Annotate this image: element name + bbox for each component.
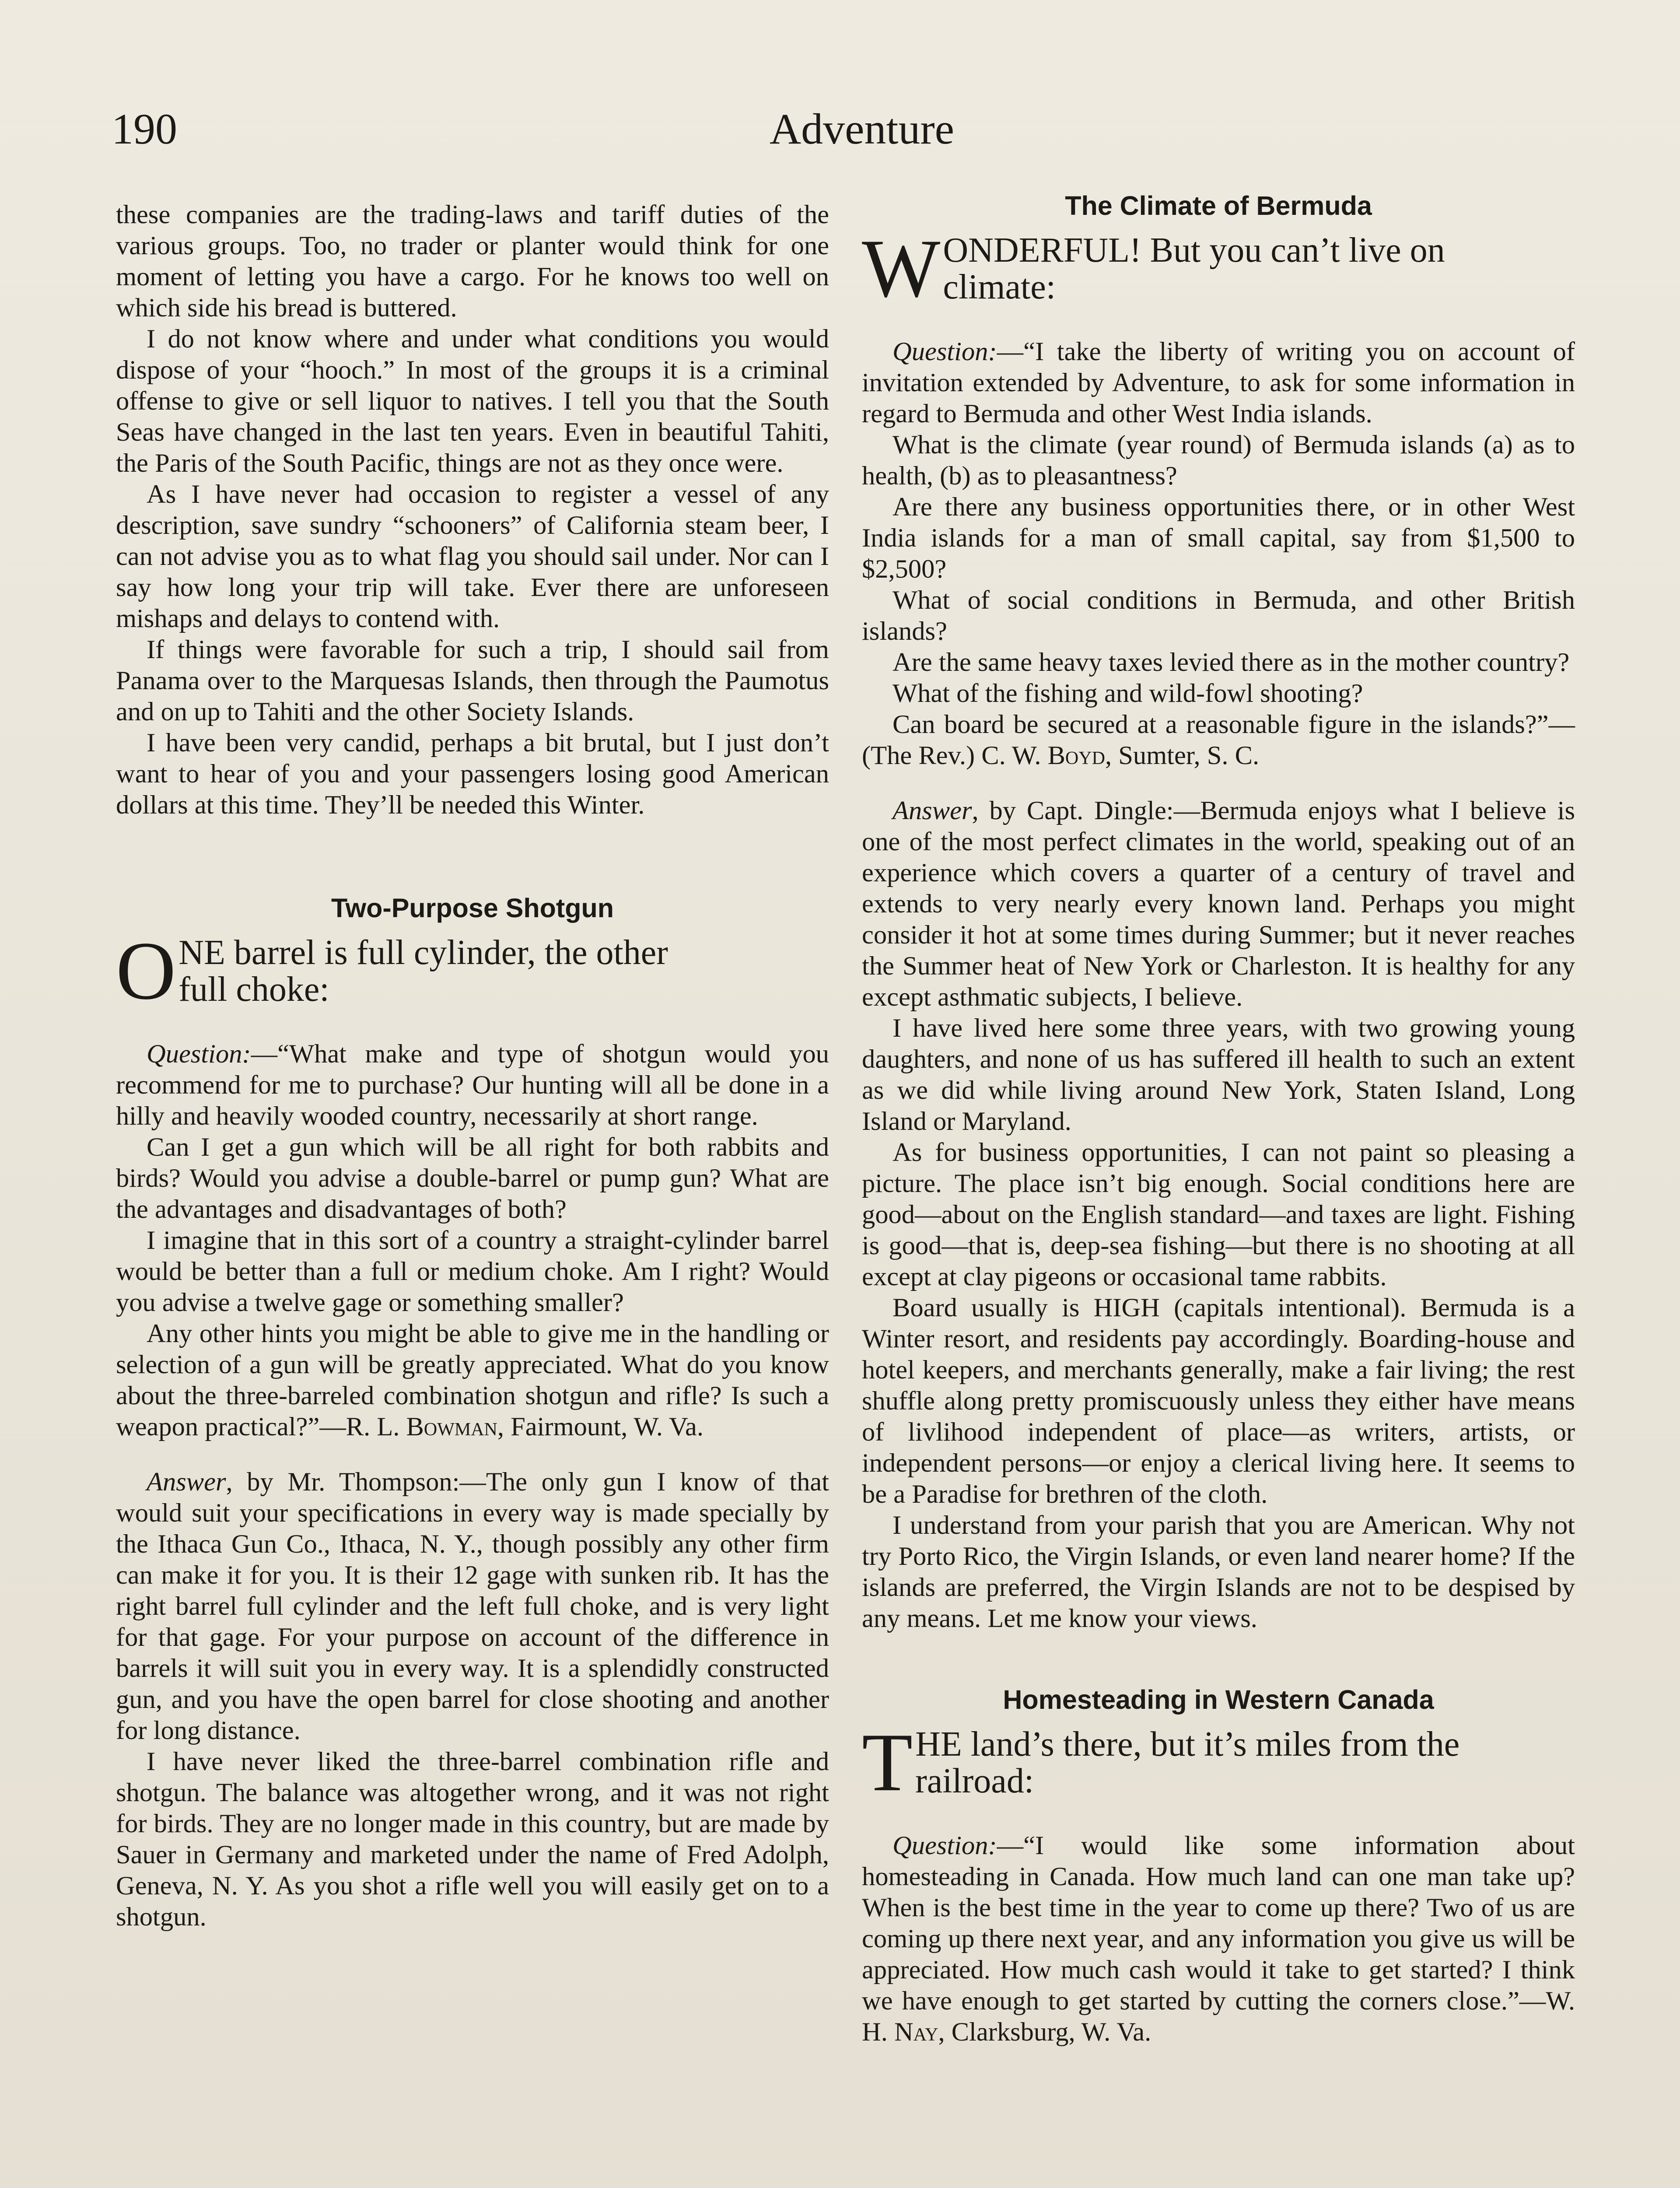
question-text: Can board be secured at a reasonable figure in the islands?”—(The Rev.) C. W. [862, 710, 1575, 770]
lede-line: NE barrel is full cylinder, the other [178, 933, 668, 972]
question-label: Question: [147, 1039, 251, 1069]
question-paragraph [862, 1830, 1575, 2048]
signature: Nay [894, 2017, 938, 2047]
right-column [862, 188, 1575, 2048]
answer-paragraph: I understand from your parish that you are American. Why not try Porto Rico, the Virgin Islands, or even land nearer home? If the islands are preferred, the Virgin Islands are not to be despised by any means. Let me know your views. [862, 1511, 1575, 1633]
body-paragraph: As I have never had occasion to register a vessel of any description, save sundry “schooners” of California steam beer, I can not advise you as to what flag you should sail under. Nor can I say how long your trip will take. Ever there are unforeseen mishaps and delays to contend with. [116, 480, 829, 633]
drop-cap: T [862, 1717, 913, 1809]
body-paragraph: I do not know where and under what conditions you would dispose of your “hooch.” In most of the groups it is a criminal offense to give or sell liquor to natives. I tell you that the South Seas have changed in the last ten years. Even in beautiful Tahiti, the Paris of the South Pacific, things are not as they once were. [116, 324, 829, 478]
question-text: Any other hints you might be able to give me in the handling or selection of a gun will be greatly appreciated. What do you know about the three-barreled combination shotgun and rifle? Is such a weapon practical?”—R. L. [116, 1319, 829, 1441]
lede-text [178, 934, 829, 1008]
question-paragraph: I imagine that in this sort of a country a straight-cylinder barrel would be better than a full or medium choke. Am I right? Would you advise a twelve gage or something smaller? [116, 1226, 829, 1317]
answer-label: Answer [892, 796, 972, 825]
answer-paragraph: I have lived here some three years, with two growing young daughters, and none of us has suffered ill health to such an extent as we did while living around New York, Staten Island, Long Island or Maryland. [862, 1013, 1575, 1136]
question-paragraph [862, 709, 1575, 771]
page-number: 190 [112, 105, 177, 153]
drop-cap: O [116, 925, 176, 1017]
left-column [116, 199, 829, 1932]
answer-paragraph: As for business opportunities, I can not paint so pleasing a picture. The place isn’t big enough. Social conditions here are good—about on the English standard—and taxes are light. Fishing is good—that is, deep-sea fishing—but there is no shooting at all except at clay pigeons or occasional tame rabbits. [862, 1138, 1575, 1291]
page-header [0, 101, 1680, 158]
lede-line: HE land’s there, but it’s miles from the [915, 1725, 1460, 1764]
lede-line: railroad: [915, 1762, 1034, 1800]
answer-text: , by Mr. Thompson:—The only gun I know of that would suit your specifications in every way is made specially by the Ithaca Gun Co., Ithaca, N. Y., though possibly any other firm can make it for you. It is their 12 gage with sunken rib. It has the right barrel full cylinder and the left full choke, and is very light for that gage. For your purpose on account of the difference in barrels it will suit you in every way. It is a splendidly constructed gun, and you have the open barrel for close shooting and another for long distance. [116, 1467, 829, 1745]
question-paragraph: What of social conditions in Bermuda, and other British islands? [862, 586, 1575, 646]
question-text: —“I take the liberty of writing you on account of invitation extended by Adventure, to ask for some information in regard to Bermuda and other West India islands. [862, 337, 1575, 428]
place: , Sumter, S. C. [1105, 741, 1260, 770]
spacer [862, 1634, 1575, 1682]
lede-text [943, 232, 1575, 305]
spacer [116, 820, 829, 891]
section-title-shotgun: Two-Purpose Shotgun [331, 893, 614, 923]
question-text: —“I would like some information about homesteading in Canada. How much land can one man take up? When is the best time in the year to come up there? Two of us are coming up there next year, and any information you give us will be appreciated. How much cash would it take to get started? I think we have enough to get started by cutting the corners close.”—W. H. [862, 1831, 1575, 2047]
lede-line: ONDERFUL! But you can’t live on [943, 231, 1445, 270]
question-paragraph: Are the same heavy taxes levied there as in the mother country? [892, 648, 1570, 677]
answer-label: Answer [147, 1467, 226, 1497]
question-paragraph: What of the fishing and wild-fowl shooting? [892, 679, 1363, 708]
magazine-title: Adventure [769, 105, 955, 153]
place: , Clarksburg, W. Va. [938, 2017, 1152, 2047]
body-paragraph: these companies are the trading-laws and tariff duties of the various groups. Too, no trader or planter would think for one moment of letting you have a cargo. For he knows too well on which side his bread is buttered. [116, 200, 829, 323]
lede-line: full choke: [178, 970, 329, 1009]
answer-paragraph [862, 795, 1575, 1013]
section-title-bermuda: The Climate of Bermuda [1065, 191, 1372, 221]
spacer [862, 771, 1575, 795]
question-paragraph [116, 1318, 829, 1442]
question-paragraph: What is the climate (year round) of Bermuda islands (a) as to health, (b) as to pleasantness? [862, 430, 1575, 491]
question-label: Question: [892, 1831, 997, 1860]
section-lede [116, 925, 829, 1017]
question-paragraph: Can I get a gun which will be all right for both rabbits and birds? Would you advise a double-barrel or pump gun? What are the advantages and disadvantages of both? [116, 1133, 829, 1224]
answer-paragraph [116, 1466, 829, 1746]
drop-cap: W [862, 223, 941, 315]
section-lede [862, 1717, 1575, 1809]
body-paragraph: I have been very candid, perhaps a bit brutal, but I just don’t want to hear of you and your passengers losing good American dollars at this time. They’ll be needed this Winter. [116, 728, 829, 820]
place: , Fairmount, W. Va. [497, 1412, 704, 1441]
question-label: Question: [892, 337, 997, 366]
spacer [116, 1442, 829, 1466]
question-paragraph [862, 336, 1575, 429]
section-lede [862, 223, 1575, 315]
lede-text [915, 1726, 1575, 1799]
question-paragraph [116, 1038, 829, 1132]
answer-text: , by Capt. Dingle:—Bermuda enjoys what I believe is one of the most perfect climates in the world, speaking out of an experience which covers a quarter of a century of travel and extends to very nearly every known land. Perhaps you might consider it hot at some times during Summer; but it never reaches the Summer heat of New York or Charleston. It is healthy for any except asthmatic subjects, I believe. [862, 796, 1575, 1012]
section-title-canada: Homesteading in Western Canada [1003, 1685, 1434, 1715]
lede-line: climate: [943, 268, 1056, 306]
body-paragraph: If things were favorable for such a trip, I should sail from Panama over to the Marquesas Islands, then through the Paumotus and on up to Tahiti and the other Society Islands. [116, 635, 829, 726]
answer-paragraph: Board usually is HIGH (capitals intentional). Bermuda is a Winter resort, and residents pay accordingly. Boarding-house and hotel keepers, and merchants generally, make a fair living; the rest shuffle along pretty promiscuously unless they either have means of livlihood independent of place—as writers, artists, or independent persons—or enjoy a clerical living here. It seems to be a Paradise for brethren of the cloth. [862, 1293, 1575, 1509]
signature: Bowman [406, 1412, 497, 1441]
question-text: —“What make and type of shotgun would you recommend for me to purchase? Our hunting will all be done in a hilly and heavily wooded country, necessarily at short range. [116, 1039, 829, 1131]
signature: Boyd [1047, 741, 1105, 770]
question-paragraph: Are there any business opportunities there, or in other West India islands for a man of small capital, say from $1,500 to $2,500? [862, 492, 1575, 584]
answer-paragraph: I have never liked the three-barrel combination rifle and shotgun. The balance was altogether wrong, and it was not right for birds. They are no longer made in this country, but are made by Sauer in Germany and marketed under the name of Fred Adolph, Geneva, N. Y. As you shot a rifle well you will easily get on to a shotgun. [116, 1747, 829, 1932]
